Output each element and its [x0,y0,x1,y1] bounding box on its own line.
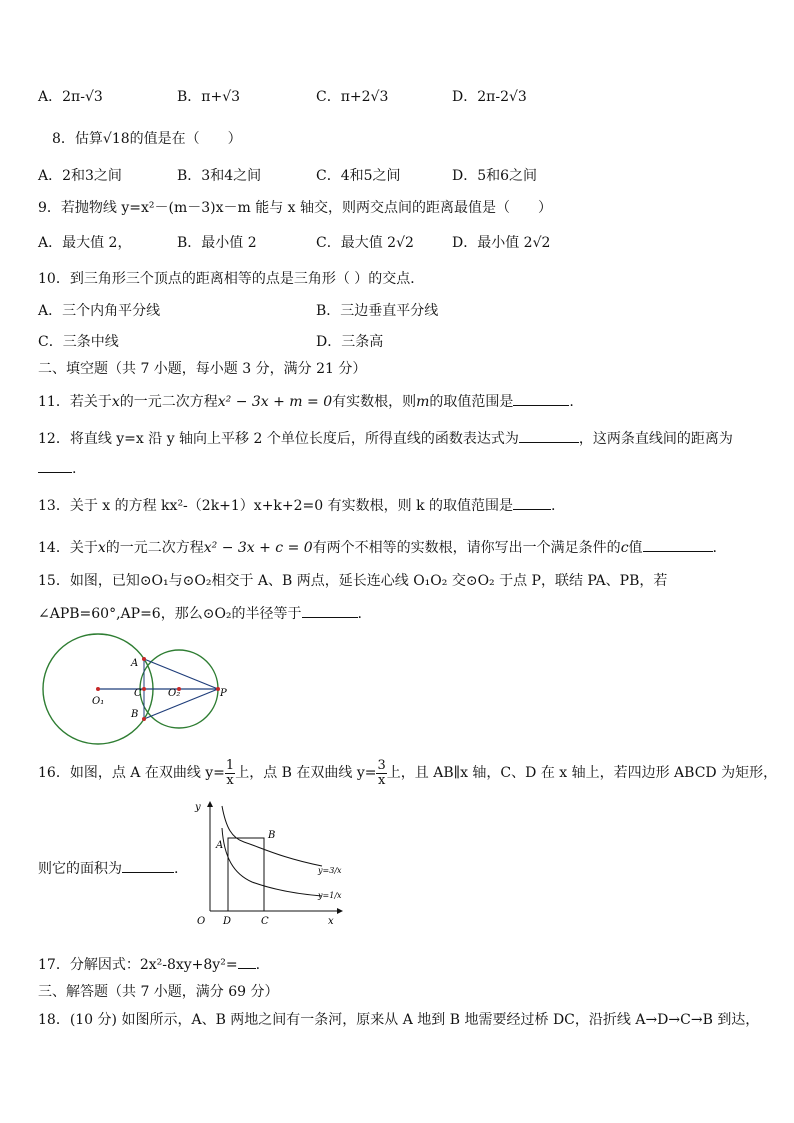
label-o2: O₂ [168,688,181,699]
question-12-line2 [38,458,76,478]
q16-before: 16．如图，点 A 在双曲线 y= [38,765,225,781]
q8-option-d: D．5和6之间 [452,168,538,184]
rectangle-abcd [228,838,264,911]
question-18: 18．(10 分) 如图所示，A、B 两地之间有一条河，原来从 A 地到 B 地需要经过桥 DC，沿折线 A→D→C→B 到达， [38,1012,760,1028]
q17-answer-blank[interactable] [238,954,256,969]
q15-period: . [357,606,362,622]
q16-period: . [174,861,179,877]
segment-pa [144,659,218,689]
segment-pb [144,689,218,719]
q16-fraction-2 [376,759,386,788]
label-b: B [131,709,139,720]
q11-period: . [569,394,574,410]
question-15-line2 [38,603,362,623]
label-c: C [261,916,269,927]
label-a: A [216,840,224,851]
q14-end: 值 [628,540,643,556]
label-o1: O₁ [92,696,105,707]
q10-option-b: B．三边垂直平分线 [316,303,439,319]
q7-option-b: B．π+√3 [177,89,241,105]
question-11 [38,391,574,411]
q11-equation: x² − 3x + m = 0 [217,394,333,410]
point-c [142,687,146,691]
figure-16-hyperbolas [192,798,352,928]
q11-var-m: m [416,394,430,410]
q11-after: 有实数根，则 [332,394,417,410]
q16-mid: 上，点 B 在双曲线 y= [235,765,377,781]
q17-text: 17．分解因式：2x²-8xy+8y²= [38,957,238,973]
q14-mid: 的一元二次方程 [105,540,204,556]
q14-after: 有两个不相等的实数根，请你写出一个满足条件的 [312,540,621,556]
q16-frac1-den: x [226,772,234,788]
question-16-line2 [38,858,178,878]
q13-answer-blank[interactable] [513,495,551,510]
q14-var-c: c [620,540,629,556]
q15-answer-blank[interactable] [302,603,358,618]
q14-var-x: x [97,540,106,556]
q14-before: 14．关于 [38,540,98,556]
origin-label: O [197,916,206,927]
q14-answer-blank[interactable] [643,537,713,552]
q12-period: . [72,461,77,477]
q9-stem: 9．若抛物线 y=x²－(m－3)x－m 能与 x 轴交，则两交点间的距离最值是（ ） [38,200,553,216]
q9-option-d: D．最小值 2√2 [452,235,551,251]
q12-answer-blank-2[interactable] [38,458,72,473]
label-c: C [134,688,142,699]
q8-option-a: A．2和3之间 [38,168,122,184]
q12-text: 12．将直线 y=x 沿 y 轴向上平移 2 个单位长度后，所得直线的函数表达式为 [38,431,519,447]
q10-option-c: C．三条中线 [38,334,119,350]
q7-option-c: C．π+2√3 [316,89,389,105]
section-3-heading: 三、解答题（共 7 小题，满分 69 分） [38,984,279,1000]
q15-line2: ∠APB=60°,AP=6，那么⊙O₂的半径等于 [38,606,302,622]
q16-frac1-num: 1 [225,757,235,773]
q13-period: . [551,498,556,514]
q7-option-a: A．2π-√3 [38,89,103,105]
question-17 [38,954,260,974]
label-d: D [223,916,232,927]
label-a: A [131,658,139,669]
q10-option-a: A．三个内角平分线 [38,303,161,319]
question-16-line1 [38,758,777,788]
q11-answer-blank[interactable] [513,391,569,406]
q16-frac2-den: x [377,772,386,788]
q11-before: 11．若关于 [38,394,112,410]
q9-option-c: C．最大值 2√2 [316,235,414,251]
q16-fraction-1 [225,759,235,788]
q14-period: . [712,540,717,556]
q11-end: 的取值范围是 [429,394,514,410]
q7-option-d: D．2π-2√3 [452,89,527,105]
q8-stem: 8．估算√18的值是在（ ） [52,131,242,147]
q10-stem: 10．到三角形三个顶点的距离相等的点是三角形（ ）的交点． [38,271,425,287]
y-axis-label: y [195,802,201,813]
q13-text: 13．关于 x 的方程 kx²-（2k+1）x+k+2=0 有实数根，则 k 的取值范围是 [38,498,514,514]
x-axis-label: x [328,916,334,927]
curve-label-1-over-x: y=1/x [318,891,342,900]
question-12-line1 [38,428,733,448]
curve-label-3-over-x: y=3/x [318,866,342,875]
q11-var-x: x [111,394,120,410]
q8-option-c: C．4和5之间 [316,168,401,184]
q17-period: . [255,957,261,973]
question-13 [38,495,555,515]
label-p: P [220,688,227,699]
q16-after: 上，且 AB∥x 轴，C、D 在 x 轴上，若四边形 ABCD 为矩形， [386,765,778,781]
q9-option-b: B．最小值 2 [177,235,257,251]
figure-15-circles [36,632,236,750]
q9-option-a: A．最大值 2， [38,235,132,251]
label-b: B [268,830,276,841]
q16-frac2-num: 3 [377,757,386,773]
q10-option-d: D．三条高 [316,334,384,350]
q11-mid: 的一元二次方程 [119,394,218,410]
q8-option-b: B．3和4之间 [177,168,262,184]
point-o1 [96,687,100,691]
q15-line1: 15．如图，已知⊙O₁与⊙O₂相交于 A、B 两点，延长连心线 O₁O₂ 交⊙O₂ 于点 P，联结 PA、PB，若 [38,573,668,589]
q12-answer-blank-1[interactable] [519,428,579,443]
q12-text-end: ，这两条直线间的距离为 [578,431,733,447]
point-b [142,717,146,721]
section-2-heading: 二、填空题（共 7 小题，每小题 3 分，满分 21 分） [38,361,367,377]
q16-answer-blank[interactable] [122,858,174,873]
q16-line2: 则它的面积为 [38,861,122,877]
point-a [142,657,146,661]
q14-equation: x² − 3x + c = 0 [203,540,313,556]
question-14 [38,537,717,557]
